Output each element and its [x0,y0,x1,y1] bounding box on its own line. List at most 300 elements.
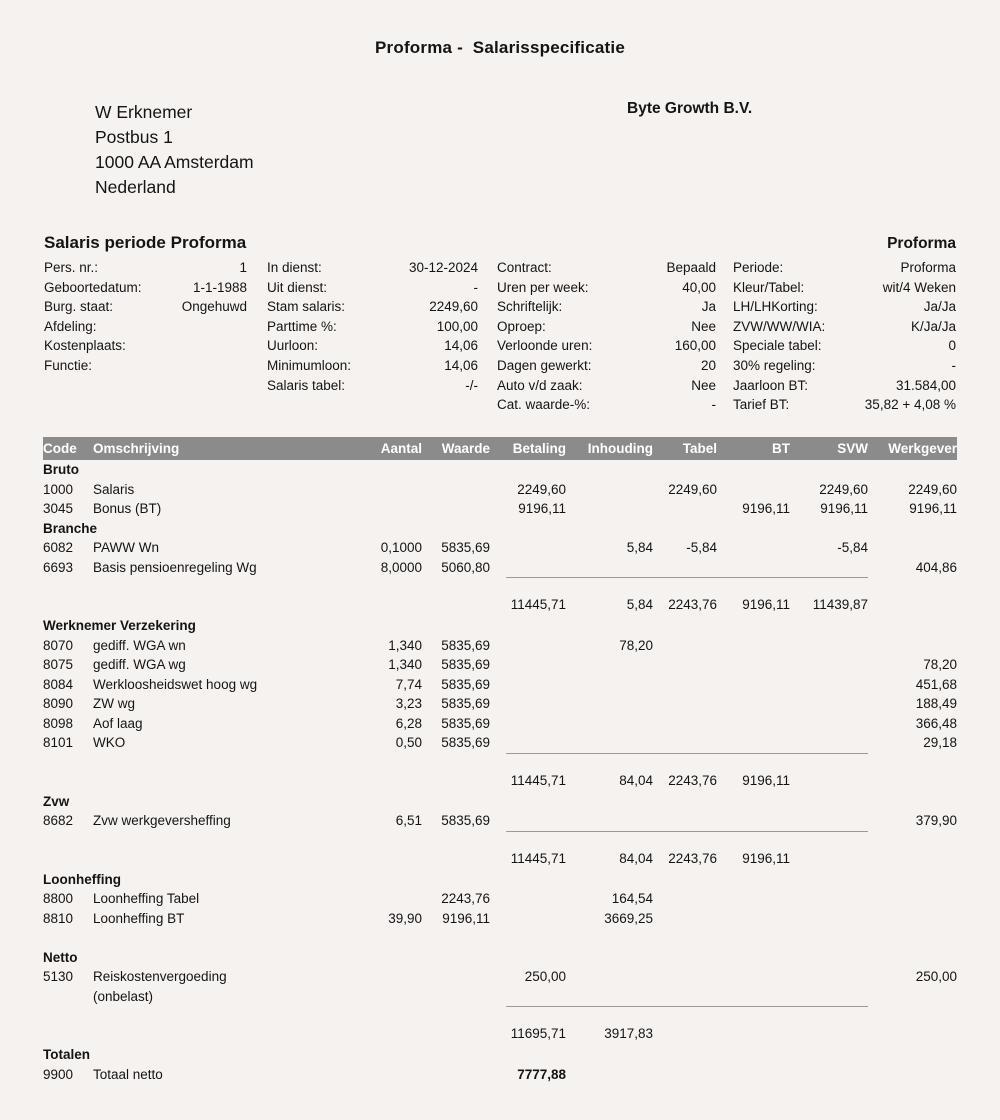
info-label: Parttime %: [267,318,337,334]
info-row [497,258,716,278]
info-row [733,395,956,415]
rule-tail [868,577,957,597]
cell-werkgever: 78,20 [923,657,957,673]
cell-svw [790,987,868,1007]
cell-betaling [490,733,566,753]
subtotal-rule-row [43,1006,957,1026]
subtotal-indent [43,1026,490,1046]
cell-inhouding: 3669,25 [604,910,653,926]
subtotal-rule-row [43,753,957,773]
cell-aantal: 8,0000 [380,559,422,575]
cell-betaling [490,889,566,909]
cell-tabel [653,675,717,695]
info-label: Functie: [44,357,93,373]
cell-waarde: 5835,69 [441,813,490,829]
cell-tabel [653,655,717,675]
cell-inhouding [566,499,653,519]
info-label: Verloonde uren: [497,338,593,354]
info-row [267,297,478,317]
column-header-inhouding: Inhouding [566,437,653,460]
info-row [267,258,478,278]
cell-betaling [490,909,566,929]
info-row [497,317,716,337]
info-label: Uit dienst: [267,279,328,295]
table-row [43,558,957,578]
cell-werkgever [868,909,957,929]
cell-aantal: 1,340 [388,637,422,653]
cell-tabel [653,889,717,909]
cell-aantal [350,480,422,500]
subtotal-rule-line [506,831,868,833]
cell-inhouding: 3917,83 [604,1026,653,1041]
cell-waarde: 5835,69 [441,637,490,653]
info-label: Kostenplaats: [44,338,126,354]
cell-tabel [653,714,717,734]
cell-code: 8075 [43,657,74,673]
subtotal-rule-line [506,1006,868,1008]
cell-description: Reiskostenvergoeding [93,969,227,985]
cell-werkgever: 250,00 [915,969,957,985]
info-row [267,317,478,337]
column-header-betaling: Betaling [490,437,566,460]
cell-betaling: 11445,71 [510,772,566,788]
cell-description: Bonus (BT) [93,501,162,517]
cell-inhouding: 164,54 [611,891,653,907]
cell-inhouding [566,967,653,987]
column-header-svw: SVW [790,437,868,460]
table-body [43,460,957,1084]
info-row [44,258,247,278]
info-value: - [951,357,956,373]
cell-betaling [490,538,566,558]
cell-bt [717,694,790,714]
cell-inhouding [566,987,653,1007]
info-value: -/- [465,377,478,393]
cell-bt [717,811,790,831]
table-row [43,480,957,500]
cell-betaling: 11445,71 [510,850,566,866]
section-label: Netto [43,949,78,965]
info-row [44,297,247,317]
cell-code: 8070 [43,637,74,653]
info-row [497,278,716,298]
cell-werkgever: 9196,11 [909,501,957,517]
info-row [44,278,247,298]
info-value: Bepaald [666,260,716,275]
cell-svw: 11439,87 [812,597,868,612]
section-row [43,1045,957,1065]
table-row [43,909,957,929]
info-value: 100,00 [436,318,478,334]
info-row [497,297,716,317]
cell-tabel [653,694,717,714]
cell-svw [790,694,868,714]
cell-bt: 9196,11 [742,501,790,517]
cell-bt: 9196,11 [742,597,790,612]
info-value: 2249,60 [429,299,478,315]
rule-indent [43,1006,490,1026]
cell-aantal: 6,28 [395,715,422,731]
subtotal-row [43,597,957,617]
cell-bt [717,714,790,734]
cell-betaling [490,558,566,578]
info-label: Dagen gewerkt: [497,357,592,373]
cell-betaling: 250,00 [524,969,566,985]
rule-tail [868,831,957,851]
employee-name: W Erknemer [95,102,193,122]
cell-werkgever [868,772,957,792]
cell-tabel: -5,84 [686,540,717,556]
info-value: 0 [948,338,956,354]
cell-betaling [490,714,566,734]
employee-address-line2: 1000 AA Amsterdam [95,152,254,172]
cell-inhouding [566,480,653,500]
subtotal-indent [43,850,490,870]
cell-code: 8084 [43,676,74,692]
info-value: 30-12-2024 [408,260,478,275]
rule-indent [43,831,490,851]
info-label: Oproep: [497,318,546,334]
info-row [497,376,716,396]
cell-code: 1000 [43,481,74,497]
cell-bt [717,967,790,987]
cell-tabel [653,811,717,831]
table-row [43,675,957,695]
info-row [44,336,247,356]
cell-aantal: 3,23 [395,696,422,712]
info-value: 1 [239,260,247,275]
rule-tail [868,1006,957,1026]
info-row [44,356,247,376]
info-label: 30% regeling: [733,357,816,373]
cell-aantal: 0,1000 [380,540,422,556]
document-title: Proforma - Salarisspecificatie [375,38,625,57]
cell-description: (onbelast) [93,988,154,1004]
table-row [43,714,957,734]
cell-waarde: 9196,11 [442,910,490,926]
subtotal-indent [43,772,490,792]
cell-waarde [422,480,490,500]
rule-cell [490,831,868,851]
cell-svw [790,655,868,675]
cell-werkgever: 451,68 [915,676,957,692]
info-label: Salaris tabel: [267,377,346,393]
subtotal-rule-line [506,753,868,755]
cell-tabel [653,909,717,929]
cell-bt [717,480,790,500]
info-label: Jaarloon BT: [733,377,809,393]
info-row [733,356,956,376]
cell-code: 8098 [43,715,74,731]
cell-bt [717,636,790,656]
cell-svw [790,889,868,909]
cell-inhouding: 5,84 [626,597,653,612]
info-value: Nee [691,377,716,393]
cell-betaling [490,694,566,714]
info-value: Ja/Ja [923,299,956,315]
table-header-row [43,437,957,460]
info-row [733,258,956,278]
column-header-code: Code [43,437,93,460]
cell-waarde: 5835,69 [441,696,490,712]
section-label: Totalen [43,1047,90,1063]
cell-werkgever: 379,90 [915,813,957,829]
period-info-column [733,258,956,415]
cell-description: Zvw werkgeversheffing [93,813,231,829]
cell-code: 8810 [43,910,74,926]
info-row [267,278,478,298]
info-row [733,317,956,337]
cell-tabel: 2243,76 [668,597,717,612]
cell-code: 8682 [43,813,74,829]
cell-waarde [422,499,490,519]
cell-description: gediff. WGA wg [93,657,186,673]
info-label: Uurloon: [267,338,319,354]
cell-tabel: 2249,60 [668,481,717,497]
cell-betaling [490,675,566,695]
cell-svw [790,558,868,578]
cell-waarde: 5835,69 [441,735,490,751]
cell-tabel: 2243,76 [668,850,717,866]
info-value: Ja [701,299,716,315]
cell-svw: -5,84 [837,540,868,556]
cell-waarde: 2243,76 [441,891,490,907]
info-value: 40,00 [682,279,716,295]
info-label: Minimumloon: [267,357,352,373]
column-header-aantal: Aantal [350,437,422,460]
cell-waarde: 5835,69 [441,715,490,731]
column-header-werkgever: Werkgever [868,437,957,460]
cell-werkgever: 366,48 [915,715,957,731]
section-label: Loonheffing [43,871,121,887]
cell-inhouding [566,1065,653,1085]
cell-inhouding [566,655,653,675]
cell-description: Salaris [93,481,135,497]
info-label: Afdeling: [44,318,97,334]
subtotal-rule-row [43,577,957,597]
employee-country: Nederland [95,177,176,197]
cell-werkgever [868,636,957,656]
cell-inhouding: 78,20 [619,637,653,653]
cell-code: 6693 [43,559,74,575]
cell-code: 8090 [43,696,74,712]
spacer-cell [43,928,957,948]
cell-bt [717,1026,790,1046]
cell-bt [717,558,790,578]
cell-aantal [350,889,422,909]
subtotal-rule-line [506,577,868,579]
cell-code: 5130 [43,969,74,985]
cell-svw [790,850,868,870]
section-label: Bruto [43,462,79,478]
cell-betaling: 7777,88 [517,1066,566,1082]
cell-description: Loonheffing BT [93,910,185,926]
cell-code: 6082 [43,540,74,556]
table-row [43,636,957,656]
cell-betaling: 2249,60 [517,481,566,497]
column-header-desc: Omschrijving [93,437,350,460]
info-label: Uren per week: [497,279,589,295]
section-label: Werknemer Verzekering [43,618,196,634]
cell-waarde: 5835,69 [441,540,490,556]
info-label: Burg. staat: [44,299,114,315]
period-info-grid [44,258,956,415]
info-row [497,336,716,356]
cell-aantal: 6,51 [395,813,422,829]
table-row [43,889,957,909]
employee-address-line1: Postbus 1 [95,127,173,147]
cell-werkgever [868,538,957,558]
cell-svw [790,675,868,695]
info-row [733,278,956,298]
info-row [733,376,956,396]
cell-tabel [653,1026,717,1046]
cell-aantal [350,967,422,987]
rule-indent [43,577,490,597]
cell-betaling [490,655,566,675]
section-row [43,792,957,812]
cell-betaling [490,636,566,656]
cell-inhouding [566,558,653,578]
cell-tabel [653,967,717,987]
cell-inhouding [566,811,653,831]
cell-description: gediff. WGA wn [93,637,186,653]
cell-aantal: 39,90 [388,910,422,926]
table-row [43,733,957,753]
rule-cell [490,1006,868,1026]
subtotal-row [43,1026,957,1046]
employee-address-block [95,100,254,200]
info-label: In dienst: [267,260,322,275]
info-row [267,356,478,376]
cell-waarde: 5835,69 [441,676,490,692]
info-label: Stam salaris: [267,299,346,315]
cell-svw [790,909,868,929]
cell-betaling [490,987,566,1007]
cell-description: WKO [93,735,126,751]
cell-werkgever: 404,86 [915,559,957,575]
cell-bt [717,655,790,675]
period-header [44,233,956,253]
cell-svw [790,636,868,656]
cell-werkgever [868,850,957,870]
cell-inhouding: 5,84 [626,540,653,556]
cell-werkgever [868,1065,957,1085]
cell-bt [717,987,790,1007]
cell-description: Aof laag [93,715,143,731]
subtotal-rule-row [43,831,957,851]
info-label: LH/LHKorting: [733,299,818,315]
cell-inhouding: 84,04 [619,772,653,788]
section-label: Branche [43,520,98,536]
cell-inhouding [566,714,653,734]
cell-werkgever [868,1026,957,1046]
info-value: Proforma [900,260,956,275]
info-value: wit/4 Weken [882,279,956,295]
cell-werkgever: 188,49 [915,696,957,712]
info-row [733,336,956,356]
rule-cell [490,753,868,773]
cell-tabel [653,499,717,519]
info-label: Kleur/Tabel: [733,279,805,295]
cell-aantal [350,987,422,1007]
cell-tabel [653,1065,717,1085]
section-label: Zvw [43,793,70,809]
cell-svw [790,772,868,792]
cell-svw [790,967,868,987]
cell-waarde [422,967,490,987]
info-label: Geboortedatum: [44,279,142,295]
subtotal-indent [43,597,490,617]
info-value: 35,82 + 4,08 % [864,397,956,413]
info-value: 14,06 [444,338,478,354]
section-row [43,870,957,890]
cell-code: 8101 [43,735,74,751]
table-row [43,987,957,1007]
info-value: Ongehuwd [181,299,247,315]
cell-inhouding [566,694,653,714]
cell-tabel: 2243,76 [668,772,717,788]
column-header-waarde: Waarde [422,437,490,460]
subtotal-row [43,772,957,792]
cell-tabel [653,733,717,753]
cell-tabel [653,987,717,1007]
cell-description: Loonheffing Tabel [93,891,200,907]
cell-description: PAWW Wn [93,540,159,556]
cell-aantal [350,1065,422,1085]
cell-waarde: 5060,80 [441,559,490,575]
column-header-bt: BT [717,437,790,460]
info-value: 14,06 [444,357,478,373]
table-row [43,811,957,831]
info-label: ZVW/WW/WIA: [733,318,826,334]
cell-description: Totaal netto [93,1066,163,1082]
cell-werkgever: 2249,60 [908,481,957,497]
info-value: - [711,397,716,413]
info-label: Speciale tabel: [733,338,822,354]
cell-description: ZW wg [93,696,135,712]
info-row [267,376,478,396]
salary-spec-table [43,437,957,1084]
info-value: K/Ja/Ja [910,318,956,334]
rule-indent [43,753,490,773]
cell-betaling: 11445,71 [510,597,566,612]
cell-betaling [490,811,566,831]
table-row [43,655,957,675]
cell-bt [717,1065,790,1085]
cell-svw: 9196,11 [820,501,868,517]
cell-svw [790,714,868,734]
spacer-row [43,928,957,948]
cell-aantal [350,499,422,519]
cell-svw [790,1026,868,1046]
cell-svw [790,811,868,831]
info-label: Pers. nr.: [44,260,99,275]
info-label: Periode: [733,260,784,275]
info-value: 1-1-1988 [192,279,247,295]
period-info-column [267,258,478,415]
total-row [43,1065,957,1085]
table-row [43,499,957,519]
table-header-row [43,437,957,460]
subtotal-row [43,850,957,870]
period-name-right: Proforma [887,235,956,252]
cell-bt: 9196,11 [742,772,790,788]
info-value: 160,00 [674,338,716,354]
section-row [43,519,957,539]
section-row [43,948,957,968]
info-label: Tarief BT: [733,397,790,413]
